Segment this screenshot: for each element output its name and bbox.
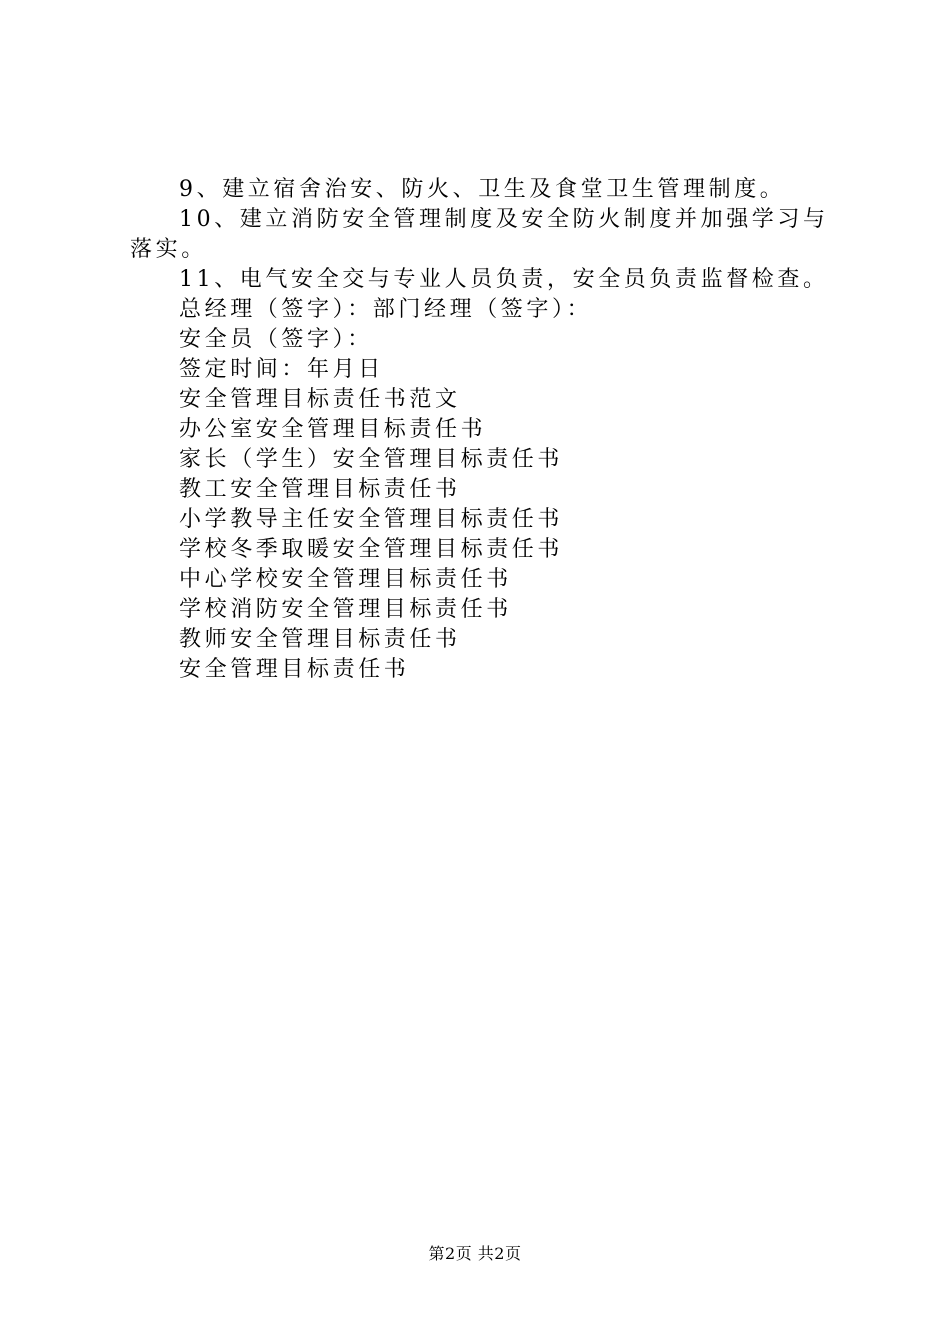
signature-safety-officer: 安全员（签字）： [179, 327, 373, 352]
related-title: 安全管理目标责任书 [179, 657, 410, 682]
related-title: 家长（学生）安全管理目标责任书 [179, 447, 564, 472]
signing-date: 签定时间：年月日 [179, 357, 384, 382]
related-title: 中心学校安全管理目标责任书 [179, 567, 512, 592]
related-title: 小学教导主任安全管理目标责任书 [179, 507, 564, 532]
related-title: 安全管理目标责任书范文 [179, 387, 461, 412]
page-number-footer: 第2页 共2页 [428, 1244, 522, 1263]
related-title: 办公室安全管理目标责任书 [179, 417, 487, 442]
related-title: 学校冬季取暖安全管理目标责任书 [179, 537, 564, 562]
paragraph-item-11: 11、电气安全交与专业人员负责，安全员负责监督检查。 [179, 267, 829, 292]
paragraph-item-10: 10、建立消防安全管理制度及安全防火制度并加强学习与落实。 [130, 207, 829, 262]
document-body [130, 175, 835, 685]
signature-managers: 总经理（签字）：部门经理（签字）： [179, 297, 593, 322]
related-title: 教工安全管理目标责任书 [179, 477, 461, 502]
related-title: 教师安全管理目标责任书 [179, 627, 461, 652]
paragraph-item-9: 9、建立宿舍治安、防火、卫生及食堂卫生管理制度。 [179, 177, 786, 202]
related-title: 学校消防安全管理目标责任书 [179, 597, 512, 622]
